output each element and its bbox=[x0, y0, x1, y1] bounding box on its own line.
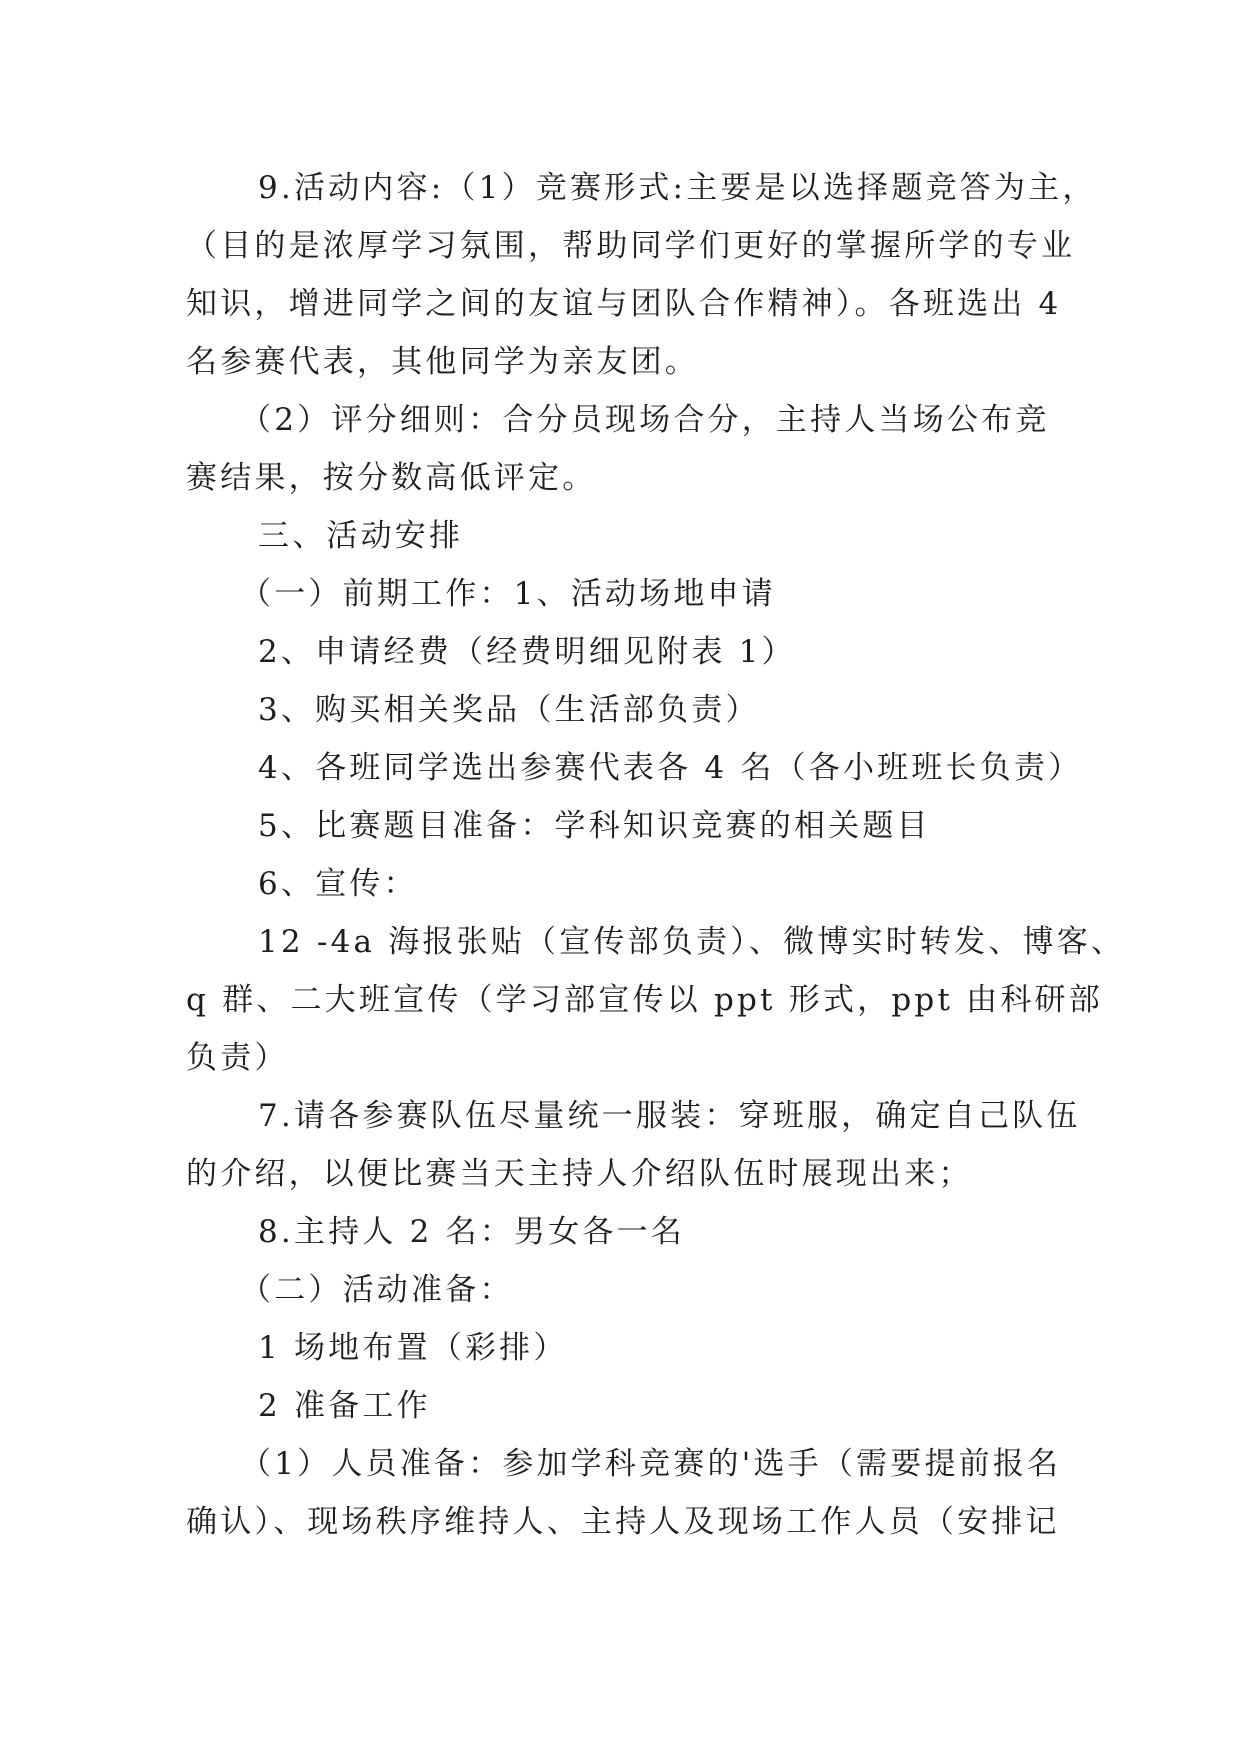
paragraph-line: 4、各班同学选出参赛代表各 4 名（各小班班长负责） bbox=[258, 750, 1083, 786]
paragraph-line: 5、比赛题目准备：学科知识竞赛的相关题目 bbox=[258, 808, 931, 844]
paragraph-line: 3、购买相关奖品（生活部负责） bbox=[258, 692, 760, 728]
paragraph-line: 负责） bbox=[186, 1040, 289, 1076]
paragraph-line: 12 -4a 海报张贴（宣传部负责）、微博实时转发、博客、 bbox=[258, 924, 1126, 960]
paragraph-line: 9.活动内容:（1）竞赛形式:主要是以选择题竞答为主， bbox=[258, 170, 1097, 206]
paragraph-line: 6、宣传： bbox=[258, 866, 418, 902]
paragraph-line: 的介绍，以便比赛当天主持人介绍队伍时展现出来； bbox=[186, 1156, 973, 1192]
paragraph-line: （1）人员准备：参加学科竞赛的'选手（需要提前报名 bbox=[240, 1446, 1062, 1482]
paragraph-line: 名参赛代表，其他同学为亲友团。 bbox=[186, 344, 699, 380]
paragraph-line: 确认）、现场秩序维持人、主持人及现场工作人员（安排记 bbox=[186, 1504, 1060, 1540]
paragraph-line: 7.请各参赛队伍尽量统一服装：穿班服，确定自己队伍 bbox=[258, 1098, 1081, 1134]
paragraph-line: （目的是浓厚学习氛围，帮助同学们更好的掌握所学的专业 bbox=[186, 228, 1076, 264]
paragraph-line: （一）前期工作：1、活动场地申请 bbox=[240, 576, 776, 612]
section-heading: 三、活动安排 bbox=[258, 518, 464, 554]
paragraph-line: 8.主持人 2 名：男女各一名 bbox=[258, 1214, 686, 1250]
paragraph-line: （2）评分细则：合分员现场合分，主持人当场公布竞 bbox=[240, 402, 1050, 438]
paragraph-line: 知识，增进同学之间的友谊与团队合作精神）。各班选出 4 bbox=[186, 286, 1062, 322]
paragraph-line: （二）活动准备： bbox=[240, 1272, 514, 1308]
paragraph-line: q 群、二大班宣传（学习部宣传以 ppt 形式，ppt 由科研部 bbox=[186, 982, 1103, 1018]
paragraph-line: 2 准备工作 bbox=[258, 1388, 431, 1424]
paragraph-line: 2、申请经费（经费明细见附表 1） bbox=[258, 634, 796, 670]
paragraph-line: 赛结果，按分数高低评定。 bbox=[186, 460, 597, 496]
paragraph-line: 1 场地布置（彩排） bbox=[258, 1330, 568, 1366]
